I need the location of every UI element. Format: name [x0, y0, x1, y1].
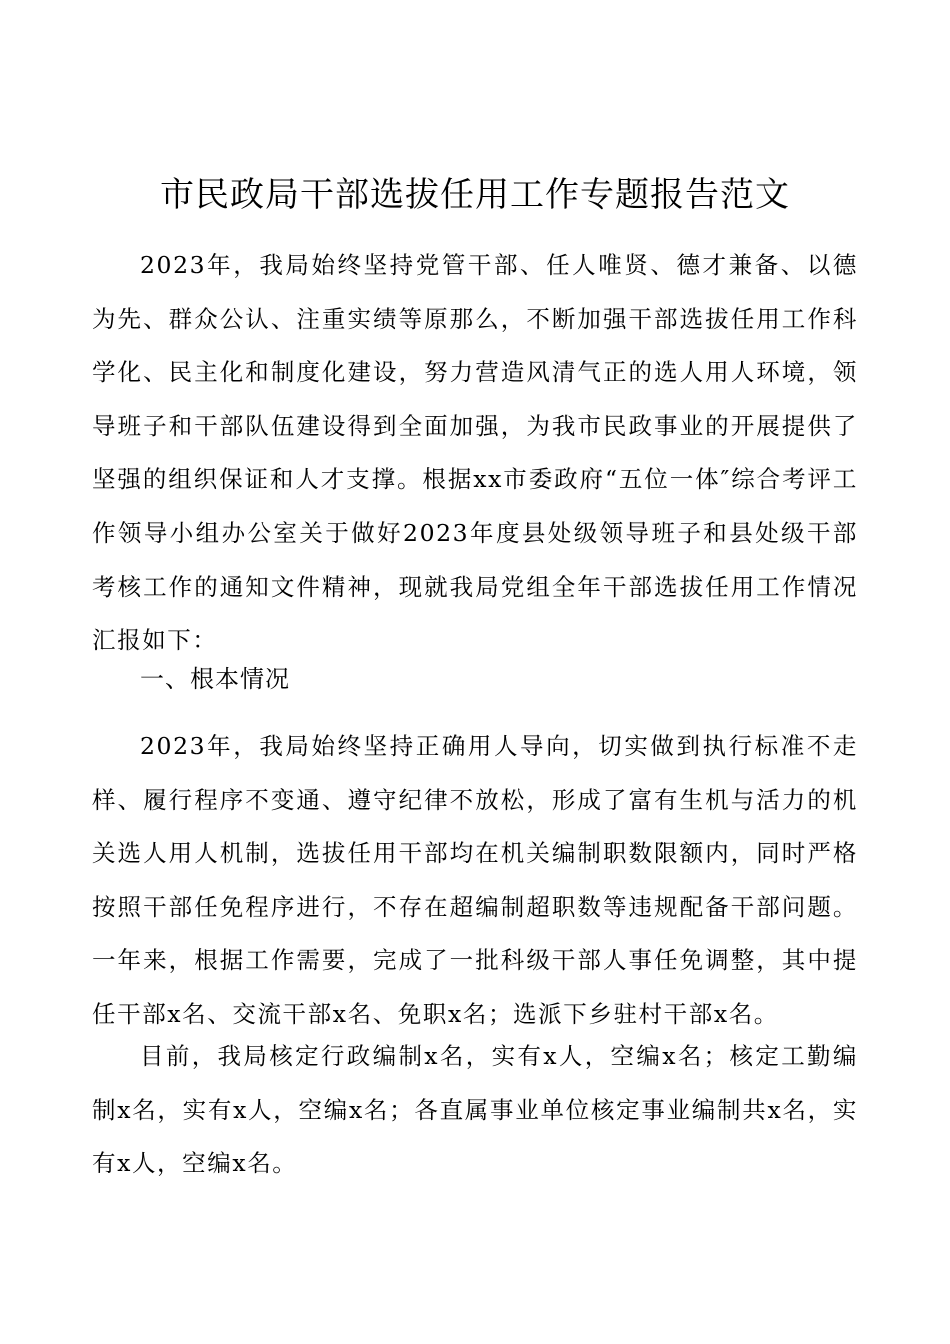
- intro-paragraph: 2023年，我局始终坚持党管干部、任人唯贤、德才兼备、以德为先、群众公认、注重实绩等原那么，不断加强干部选拔任用工作科学化、民主化和制度化建设，努力营造风清气正的选人用人环境，领导班子和干部队伍建设得到全面加强，为我市民政事业的开展提供了坚强的组织保证和人才支撑。根据xx市委政府“五位一体″综合考评工作领导小组办公室关于做好2023年度县处级领导班子和县处级干部考核工作的通知文件精神，现就我局党组全年干部选拔任用工作情况汇报如下：: [92, 251, 858, 655]
- document-title: 市民政局干部选拔任用工作专题报告范文: [160, 175, 790, 215]
- section-heading: 一、根本情况: [140, 665, 290, 693]
- basic-situation-paragraph: 2023年，我局始终坚持正确用人导向，切实做到执行标准不走样、履行程序不变通、遵守纪律不放松，形成了富有生机与活力的机关选人用人机制，选拔任用干部均在机关编制职数限额内，同时严格按照干部任免程序进行，不存在超编制超职数等违规配备干部问题。一年来，根据工作需要，完成了一批科级干部人事任免调整，其中提任干部x名、交流干部x名、免职x名；选派下乡驻村干部x名。: [92, 732, 858, 1028]
- staffing-paragraph: 目前，我局核定行政编制x名，实有x人，空编x名；核定工勤编制x名，实有x人，空编x名；各直属事业单位核定事业编制共x名，实有x人，空编x名。: [92, 1042, 858, 1178]
